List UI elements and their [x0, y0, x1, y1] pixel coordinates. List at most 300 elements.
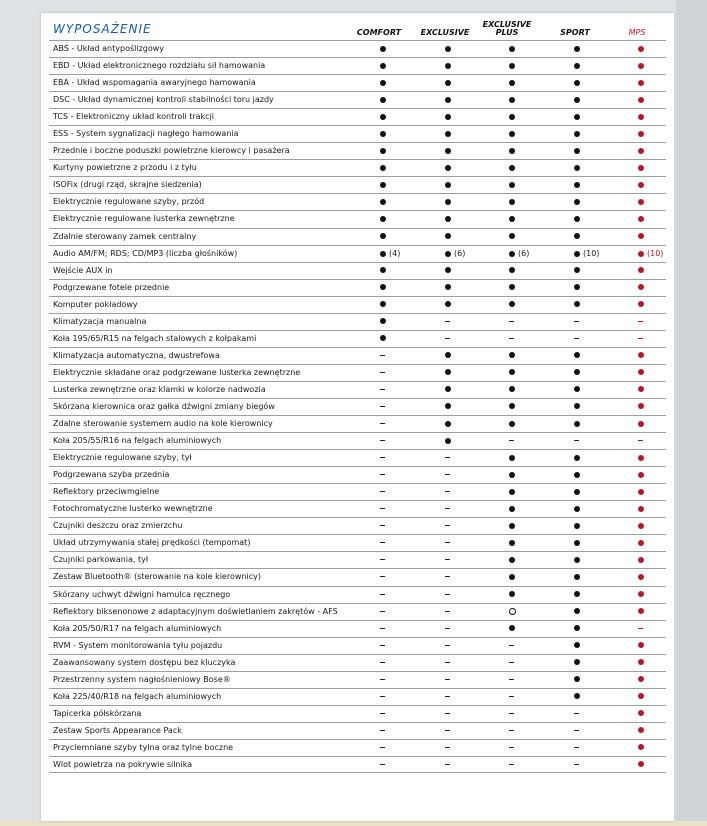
value-cell [638, 58, 644, 74]
standard-dot-icon [380, 63, 386, 69]
table-row [49, 483, 666, 500]
value-cell [445, 757, 450, 773]
value-cell [445, 280, 451, 296]
feature-label: Przednie i boczne poduszki powietrzne kierowcy i pasażera [53, 146, 290, 156]
standard-dot-icon [638, 352, 644, 358]
standard-dot-icon [574, 148, 580, 154]
not-available-dash-icon [445, 542, 450, 543]
standard-dot-icon [574, 165, 580, 171]
table-row [49, 57, 666, 74]
speaker-count: (10) [647, 248, 664, 258]
standard-dot-icon [638, 251, 644, 257]
value-cell [380, 41, 386, 57]
value-cell [574, 535, 580, 551]
standard-dot-icon [638, 216, 644, 222]
value-cell [380, 246, 400, 262]
value-cell [509, 518, 515, 534]
standard-dot-icon [638, 199, 644, 205]
standard-dot-icon [380, 251, 386, 257]
value-cell [380, 399, 385, 415]
not-available-dash-icon [445, 764, 450, 765]
not-available-dash-icon [380, 389, 385, 390]
feature-label: Tapicerka półskórzana [53, 708, 142, 718]
standard-dot-icon [509, 216, 515, 222]
value-cell [380, 143, 386, 159]
value-cell [445, 689, 450, 705]
table-row [49, 40, 666, 57]
value-cell [445, 229, 451, 245]
value-cell [380, 331, 386, 347]
value-cell [574, 229, 580, 245]
speaker-count: (10) [583, 248, 600, 258]
standard-dot-icon [509, 472, 515, 478]
table-row [49, 705, 666, 722]
standard-dot-icon [638, 148, 644, 154]
standard-dot-icon [638, 421, 644, 427]
feature-label: ESS - System sygnalizacji nagłego hamowania [53, 129, 239, 139]
table-row [49, 210, 666, 227]
not-available-dash-icon [445, 594, 450, 595]
table-row [49, 586, 666, 603]
value-cell [638, 587, 644, 603]
not-available-dash-icon [380, 491, 385, 492]
value-cell [638, 382, 644, 398]
standard-dot-icon [574, 421, 580, 427]
value-cell [638, 211, 644, 227]
value-cell [509, 348, 515, 364]
value-cell [509, 587, 515, 603]
table-row [49, 330, 666, 347]
value-cell [445, 552, 450, 568]
value-cell [380, 535, 385, 551]
table-row [49, 637, 666, 654]
value-cell [380, 194, 386, 210]
value-cell [445, 723, 450, 739]
standard-dot-icon [509, 506, 515, 512]
not-available-dash-icon [380, 696, 385, 697]
standard-dot-icon [445, 216, 451, 222]
not-available-dash-icon [445, 559, 450, 560]
standard-dot-icon [574, 523, 580, 529]
value-cell [380, 621, 385, 637]
feature-label: Zaawansowany system dostępu bez kluczyka [53, 657, 236, 667]
value-cell [509, 552, 515, 568]
standard-dot-icon [638, 523, 644, 529]
value-cell [380, 109, 386, 125]
not-available-dash-icon [445, 747, 450, 748]
standard-dot-icon [574, 46, 580, 52]
standard-dot-icon [574, 131, 580, 137]
not-available-dash-icon [574, 713, 579, 714]
value-cell [638, 160, 644, 176]
value-cell [574, 58, 580, 74]
equipment-rows [49, 40, 666, 773]
feature-label: ISOFix (drugi rząd, skrajne siedzenia) [53, 180, 202, 190]
standard-dot-icon [445, 267, 451, 273]
table-row [49, 449, 666, 466]
value-cell [509, 399, 515, 415]
feature-label: Reflektory biksenonowe z adaptacyjnym doświetlaniem zakrętów - AFS [53, 606, 338, 616]
value-cell [445, 706, 450, 722]
not-available-dash-icon [380, 559, 385, 560]
value-cell [380, 229, 386, 245]
standard-dot-icon [509, 455, 515, 461]
table-row [49, 551, 666, 568]
table-row [49, 620, 666, 637]
value-cell [574, 399, 580, 415]
page-margin-bottom [0, 821, 707, 826]
column-header-comfort: COMFORT [356, 28, 402, 37]
feature-label: Klimatyzacja manualna [53, 316, 147, 326]
standard-dot-icon [380, 233, 386, 239]
value-cell [509, 655, 514, 671]
value-cell [574, 569, 580, 585]
value-cell [574, 297, 580, 313]
standard-dot-icon [380, 182, 386, 188]
value-cell [638, 75, 644, 91]
table-row [49, 142, 666, 159]
feature-label: Elektrycznie regulowane szyby, przód [53, 197, 205, 207]
column-header-mps: MPS [628, 28, 646, 37]
not-available-dash-icon [380, 645, 385, 646]
standard-dot-icon [638, 676, 644, 682]
feature-label: Zestaw Sports Appearance Pack [53, 725, 182, 735]
equipment-table-page [41, 13, 674, 821]
value-cell [574, 638, 580, 654]
not-available-dash-icon [380, 440, 385, 441]
value-cell [509, 41, 515, 57]
value-cell [445, 263, 451, 279]
not-available-dash-icon [509, 662, 514, 663]
not-available-dash-icon [445, 474, 450, 475]
standard-dot-icon [445, 369, 451, 375]
standard-dot-icon [638, 557, 644, 563]
standard-dot-icon [509, 352, 515, 358]
not-available-dash-icon [638, 628, 643, 629]
standard-dot-icon [380, 301, 386, 307]
standard-dot-icon [509, 165, 515, 171]
table-row [49, 688, 666, 705]
standard-dot-icon [638, 727, 644, 733]
table-row [49, 262, 666, 279]
value-cell [574, 672, 580, 688]
table-row [49, 432, 666, 449]
standard-dot-icon [445, 438, 451, 444]
standard-dot-icon [509, 80, 515, 86]
value-cell [638, 229, 644, 245]
speaker-count: (6) [518, 248, 530, 258]
standard-dot-icon [574, 489, 580, 495]
standard-dot-icon [574, 642, 580, 648]
standard-dot-icon [509, 114, 515, 120]
standard-dot-icon [509, 421, 515, 427]
not-available-dash-icon [380, 747, 385, 748]
standard-dot-icon [638, 710, 644, 716]
value-cell [380, 655, 385, 671]
not-available-dash-icon [380, 628, 385, 629]
standard-dot-icon [638, 455, 644, 461]
value-cell [445, 501, 450, 517]
value-cell [638, 706, 644, 722]
table-row [49, 500, 666, 517]
standard-dot-icon [445, 403, 451, 409]
value-cell [445, 246, 465, 262]
value-cell [509, 246, 529, 262]
standard-dot-icon [574, 251, 580, 257]
standard-dot-icon [638, 267, 644, 273]
value-cell [509, 211, 515, 227]
value-cell [445, 41, 451, 57]
value-cell [574, 433, 579, 449]
not-available-dash-icon [638, 440, 643, 441]
standard-dot-icon [509, 489, 515, 495]
standard-dot-icon [380, 131, 386, 137]
standard-dot-icon [380, 216, 386, 222]
not-available-dash-icon [509, 645, 514, 646]
value-cell [574, 126, 580, 142]
standard-dot-icon [509, 46, 515, 52]
standard-dot-icon [574, 557, 580, 563]
feature-label: Układ utrzymywania stałej prędkości (tempomat) [53, 538, 251, 548]
value-cell [509, 450, 515, 466]
feature-label: Elektrycznie składane oraz podgrzewane lusterka zewnętrzne [53, 367, 301, 377]
not-available-dash-icon [509, 338, 514, 339]
standard-dot-icon [574, 369, 580, 375]
not-available-dash-icon [380, 423, 385, 424]
standard-dot-icon [574, 301, 580, 307]
value-cell [509, 194, 515, 210]
feature-label: Fotochromatyczne lusterko wewnętrzne [53, 504, 213, 514]
value-cell [509, 177, 515, 193]
value-cell [380, 382, 385, 398]
value-cell [638, 535, 644, 551]
value-cell [445, 75, 451, 91]
standard-dot-icon [509, 233, 515, 239]
standard-dot-icon [380, 199, 386, 205]
standard-dot-icon [509, 523, 515, 529]
value-cell [574, 552, 580, 568]
value-cell [509, 467, 515, 483]
feature-label: ABS - Układ antypoślizgowy [53, 44, 165, 53]
standard-dot-icon [638, 472, 644, 478]
standard-dot-icon [509, 574, 515, 580]
feature-label: RVM - System monitorowania tyłu pojazdu [53, 640, 223, 650]
value-cell [638, 177, 644, 193]
standard-dot-icon [509, 63, 515, 69]
standard-dot-icon [445, 148, 451, 154]
value-cell [574, 587, 580, 603]
table-row [49, 313, 666, 330]
standard-dot-icon [638, 659, 644, 665]
not-available-dash-icon [380, 508, 385, 509]
value-cell [380, 569, 385, 585]
standard-dot-icon [445, 251, 451, 257]
standard-dot-icon [509, 97, 515, 103]
value-cell [574, 382, 580, 398]
value-cell [509, 638, 514, 654]
value-cell [380, 58, 386, 74]
feature-label: Kurtyny powietrzne z przodu i z tyłu [53, 163, 197, 173]
standard-dot-icon [509, 131, 515, 137]
feature-label: Elektrycznie regulowane lusterka zewnętrzne [53, 214, 235, 224]
value-cell [574, 484, 580, 500]
column-header-sport: SPORT [560, 28, 590, 37]
value-cell [380, 689, 385, 705]
value-cell [574, 314, 579, 330]
table-header [41, 13, 674, 40]
standard-dot-icon [380, 80, 386, 86]
value-cell [574, 143, 580, 159]
table-row [49, 398, 666, 415]
standard-dot-icon [638, 233, 644, 239]
value-cell [574, 757, 579, 773]
standard-dot-icon [509, 403, 515, 409]
standard-dot-icon [638, 97, 644, 103]
value-cell [380, 280, 386, 296]
value-cell [380, 348, 385, 364]
value-cell [445, 621, 450, 637]
value-cell [445, 535, 450, 551]
value-cell [574, 280, 580, 296]
standard-dot-icon [509, 148, 515, 154]
value-cell [574, 75, 580, 91]
value-cell [638, 552, 644, 568]
value-cell [445, 143, 451, 159]
standard-dot-icon [638, 506, 644, 512]
value-cell [380, 587, 385, 603]
not-available-dash-icon [380, 525, 385, 526]
standard-dot-icon [574, 199, 580, 205]
value-cell [638, 501, 644, 517]
standard-dot-icon [380, 165, 386, 171]
value-cell [638, 92, 644, 108]
value-cell [509, 672, 514, 688]
not-available-dash-icon [574, 747, 579, 748]
value-cell [574, 416, 580, 432]
value-cell [445, 92, 451, 108]
standard-dot-icon [638, 131, 644, 137]
value-cell [445, 348, 451, 364]
standard-dot-icon [638, 744, 644, 750]
standard-dot-icon [638, 46, 644, 52]
value-cell [638, 740, 644, 756]
standard-dot-icon [445, 233, 451, 239]
not-available-dash-icon [445, 645, 450, 646]
standard-dot-icon [574, 114, 580, 120]
value-cell [509, 263, 515, 279]
value-cell [380, 314, 386, 330]
value-cell [445, 382, 451, 398]
standard-dot-icon [638, 489, 644, 495]
value-cell [509, 58, 515, 74]
value-cell [638, 518, 644, 534]
value-cell [638, 297, 644, 313]
not-available-dash-icon [638, 338, 643, 339]
standard-dot-icon [509, 284, 515, 290]
standard-dot-icon [574, 506, 580, 512]
table-row [49, 159, 666, 176]
value-cell [638, 689, 644, 705]
not-available-dash-icon [509, 440, 514, 441]
standard-dot-icon [380, 97, 386, 103]
standard-dot-icon [574, 97, 580, 103]
standard-dot-icon [638, 574, 644, 580]
standard-dot-icon [638, 540, 644, 546]
standard-dot-icon [574, 80, 580, 86]
value-cell [445, 467, 450, 483]
value-cell [638, 246, 663, 262]
value-cell [638, 109, 644, 125]
value-cell [380, 552, 385, 568]
value-cell [509, 75, 515, 91]
table-title: WYPOSAŻENIE [53, 22, 152, 36]
not-available-dash-icon [509, 321, 514, 322]
value-cell [380, 672, 385, 688]
value-cell [574, 177, 580, 193]
value-cell [509, 229, 515, 245]
value-cell [509, 604, 516, 620]
standard-dot-icon [509, 182, 515, 188]
not-available-dash-icon [509, 679, 514, 680]
value-cell [574, 604, 580, 620]
not-available-dash-icon [380, 474, 385, 475]
not-available-dash-icon [380, 679, 385, 680]
not-available-dash-icon [445, 696, 450, 697]
value-cell [445, 160, 451, 176]
value-cell [380, 297, 386, 313]
value-cell [445, 126, 451, 142]
standard-dot-icon [445, 63, 451, 69]
value-cell [509, 331, 514, 347]
value-cell [574, 518, 580, 534]
value-cell [638, 331, 643, 347]
standard-dot-icon [638, 608, 644, 614]
not-available-dash-icon [380, 611, 385, 612]
value-cell [638, 433, 643, 449]
value-cell [380, 706, 385, 722]
standard-dot-icon [445, 114, 451, 120]
not-available-dash-icon [445, 321, 450, 322]
value-cell [445, 399, 451, 415]
standard-dot-icon [380, 114, 386, 120]
standard-dot-icon [574, 472, 580, 478]
value-cell [445, 518, 450, 534]
standard-dot-icon [638, 182, 644, 188]
standard-dot-icon [574, 455, 580, 461]
value-cell [509, 535, 515, 551]
not-available-dash-icon [574, 730, 579, 731]
standard-dot-icon [445, 165, 451, 171]
standard-dot-icon [509, 251, 515, 257]
page-margin-right [676, 0, 707, 826]
value-cell [638, 194, 644, 210]
standard-dot-icon [445, 301, 451, 307]
not-available-dash-icon [380, 542, 385, 543]
not-available-dash-icon [445, 457, 450, 458]
value-cell [574, 331, 579, 347]
value-cell [445, 211, 451, 227]
value-cell [509, 382, 515, 398]
table-row [49, 228, 666, 245]
value-cell [445, 109, 451, 125]
standard-dot-icon [638, 693, 644, 699]
value-cell [638, 757, 644, 773]
value-cell [509, 484, 515, 500]
value-cell [509, 621, 515, 637]
value-cell [380, 177, 386, 193]
not-available-dash-icon [380, 372, 385, 373]
value-cell [509, 92, 515, 108]
